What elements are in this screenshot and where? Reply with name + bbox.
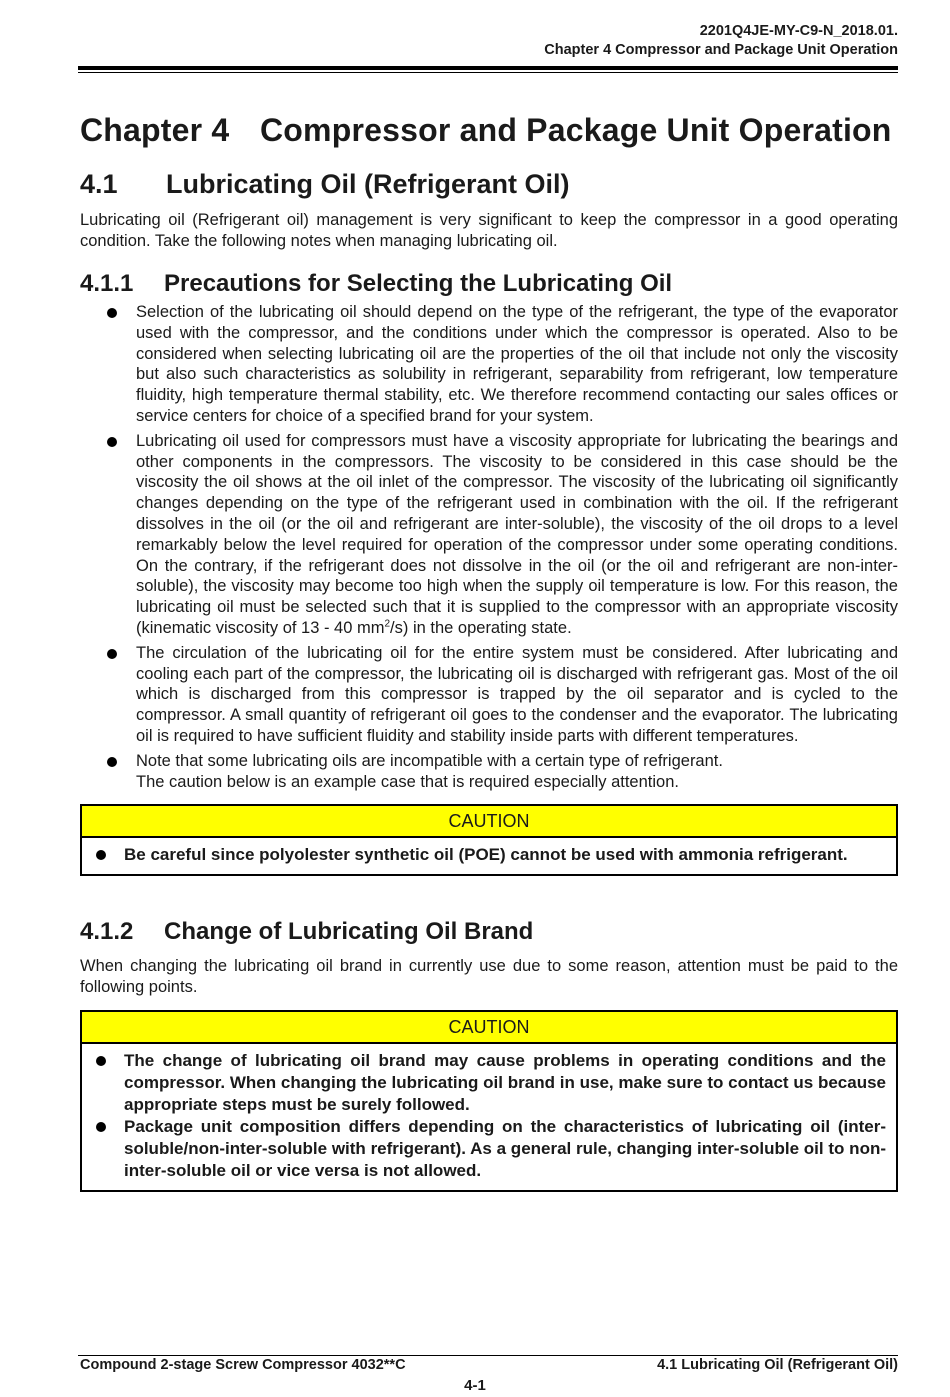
list-item-text-tail: /s) in the operating state. xyxy=(390,618,572,637)
page-header xyxy=(544,22,898,60)
superscript: 2 xyxy=(384,618,391,630)
caution-body xyxy=(82,1044,896,1190)
subsection-number-2: 4.1.2 xyxy=(80,918,134,946)
subsection-title-text-1: Precautions for Selecting the Lubricating Oil xyxy=(164,270,673,297)
caution-box-1 xyxy=(80,804,898,876)
subsection-title-text-2: Change of Lubricating Oil Brand xyxy=(164,918,534,946)
list-item-text: Selection of the lubricating oil should depend on the type of the refrigerant, the type of the evaporator used with the compressor, and the conditions under which the compressor is operated. Also to be considered when selecting lubricating oil are the properties of the oil that include not only the viscosity but also such characteristics as solubility in refrigerant, separability from refrigerant, low temperature fluidity, high temperature thermal stability, etc. We therefore recommend contacting our sales offices or service centers for choice of a specified brand for your system. xyxy=(136,303,898,425)
bullet-icon xyxy=(107,437,117,447)
chapter-number: Chapter 4 xyxy=(80,112,230,148)
list-item-text-line2: The caution below is an example case that is required especially attention. xyxy=(136,772,679,791)
section-title xyxy=(80,166,898,202)
caution-item-text: The change of lubricating oil brand may cause problems in operating conditions and the compressor. When changing the lubricating oil brand in use, make sure to contact us because appropriate steps must be surely followed. xyxy=(124,1051,886,1115)
list-item-text: Lubricating oil used for compressors must have a viscosity appropriate for lubricating the bearings and other components in the compressors. The viscosity to be considered in this case should be the viscosity the oil shows at the oil inlet of the compressor. The viscosity of the lubricating oil significantly changes depending on the type of the refrigerant used in combination with the oil. If the refrigerant dissolves in the oil (or the oil and refrigerant are inter-soluble), the viscosity of the oil drops to a level remarkably below the level required for operation of the compressor under some operating conditions. On the contrary, if the refrigerant does not dissolve in the oil (or the oil and refrigerant are non-inter-soluble), the viscosity may become too high when the supply oil temperature is low. For this reason, the lubricating oil must be selected such that it is supplied to the compressor with an appropriate viscosity (kinematic viscosity of 13 - 40 mm xyxy=(136,431,898,637)
list-item-text: The circulation of the lubricating oil for the entire system must be considered. After lubricating and cooling each part of the compressor, the lubricating oil is discharged with refrigerant gas. Most of the oil which is discharged from this compressor is trapped by the oil separator and is cycled to the compressor. A small quantity of refrigerant oil goes to the condenser and the evaporator. The lubricating oil is required to have sufficient fluidity and stability inside parts with different temperatures. xyxy=(136,643,898,745)
bullet-icon xyxy=(107,308,117,318)
subsection-number-1: 4.1.1 xyxy=(80,270,134,297)
footer-section: 4.1 Lubricating Oil (Refrigerant Oil) xyxy=(657,1357,898,1373)
page-content xyxy=(80,108,898,1192)
caution-item-text: Package unit composition differs depending on the characteristics of lubricating oil (inter-soluble/non-inter-soluble with refrigerant). As a general rule, changing inter-soluble oil to non-inter-soluble oil or vice versa is not allowed. xyxy=(124,1117,886,1181)
page-number: 4-1 xyxy=(464,1377,486,1394)
list-item xyxy=(80,431,898,639)
list-item xyxy=(80,302,898,427)
footer-rule xyxy=(78,1355,898,1356)
section-number: 4.1 xyxy=(80,169,118,199)
section-title-text: Lubricating Oil (Refrigerant Oil) xyxy=(166,169,570,199)
subsection-intro-2: When changing the lubricating oil brand in currently use due to some reason, attention must be paid to the following points. xyxy=(80,957,898,997)
subsection-title-2 xyxy=(80,916,898,948)
subsection-title-1 xyxy=(80,268,898,300)
chapter-title-text: Compressor and Package Unit Operation xyxy=(260,112,892,148)
doc-code: 2201Q4JE-MY-C9-N_2018.01. xyxy=(699,23,898,39)
caution-item xyxy=(82,844,886,866)
bullet-icon xyxy=(107,757,117,767)
bullet-icon xyxy=(96,1122,106,1132)
caution-box-2 xyxy=(80,1010,898,1192)
caution-item-text: Be careful since polyolester synthetic oil (POE) cannot be used with ammonia refrigerant. xyxy=(124,845,848,865)
bullet-icon xyxy=(96,1056,106,1066)
section-intro: Lubricating oil (Refrigerant oil) management is very significant to keep the compressor in a good operating condition. Take the following notes when managing lubricating oil. xyxy=(80,211,898,250)
list-item-text: Note that some lubricating oils are incompatible with a certain type of refrigerant. xyxy=(136,751,723,770)
header-rule xyxy=(78,66,898,70)
footer-product: Compound 2-stage Screw Compressor 4032**C xyxy=(80,1357,406,1373)
bullet-icon xyxy=(96,850,106,860)
caution-item xyxy=(82,1050,886,1116)
chapter-title xyxy=(80,108,898,152)
caution-body xyxy=(82,838,896,874)
header-rule-thin xyxy=(78,72,898,73)
header-chapter-ref: Chapter 4 Compressor and Package Unit Operation xyxy=(544,42,898,58)
caution-label: CAUTION xyxy=(82,806,896,838)
bullet-icon xyxy=(107,649,117,659)
list-item xyxy=(80,751,898,793)
list-item xyxy=(80,643,898,747)
caution-item xyxy=(82,1116,886,1182)
caution-label: CAUTION xyxy=(82,1012,896,1044)
precautions-list xyxy=(80,302,898,792)
